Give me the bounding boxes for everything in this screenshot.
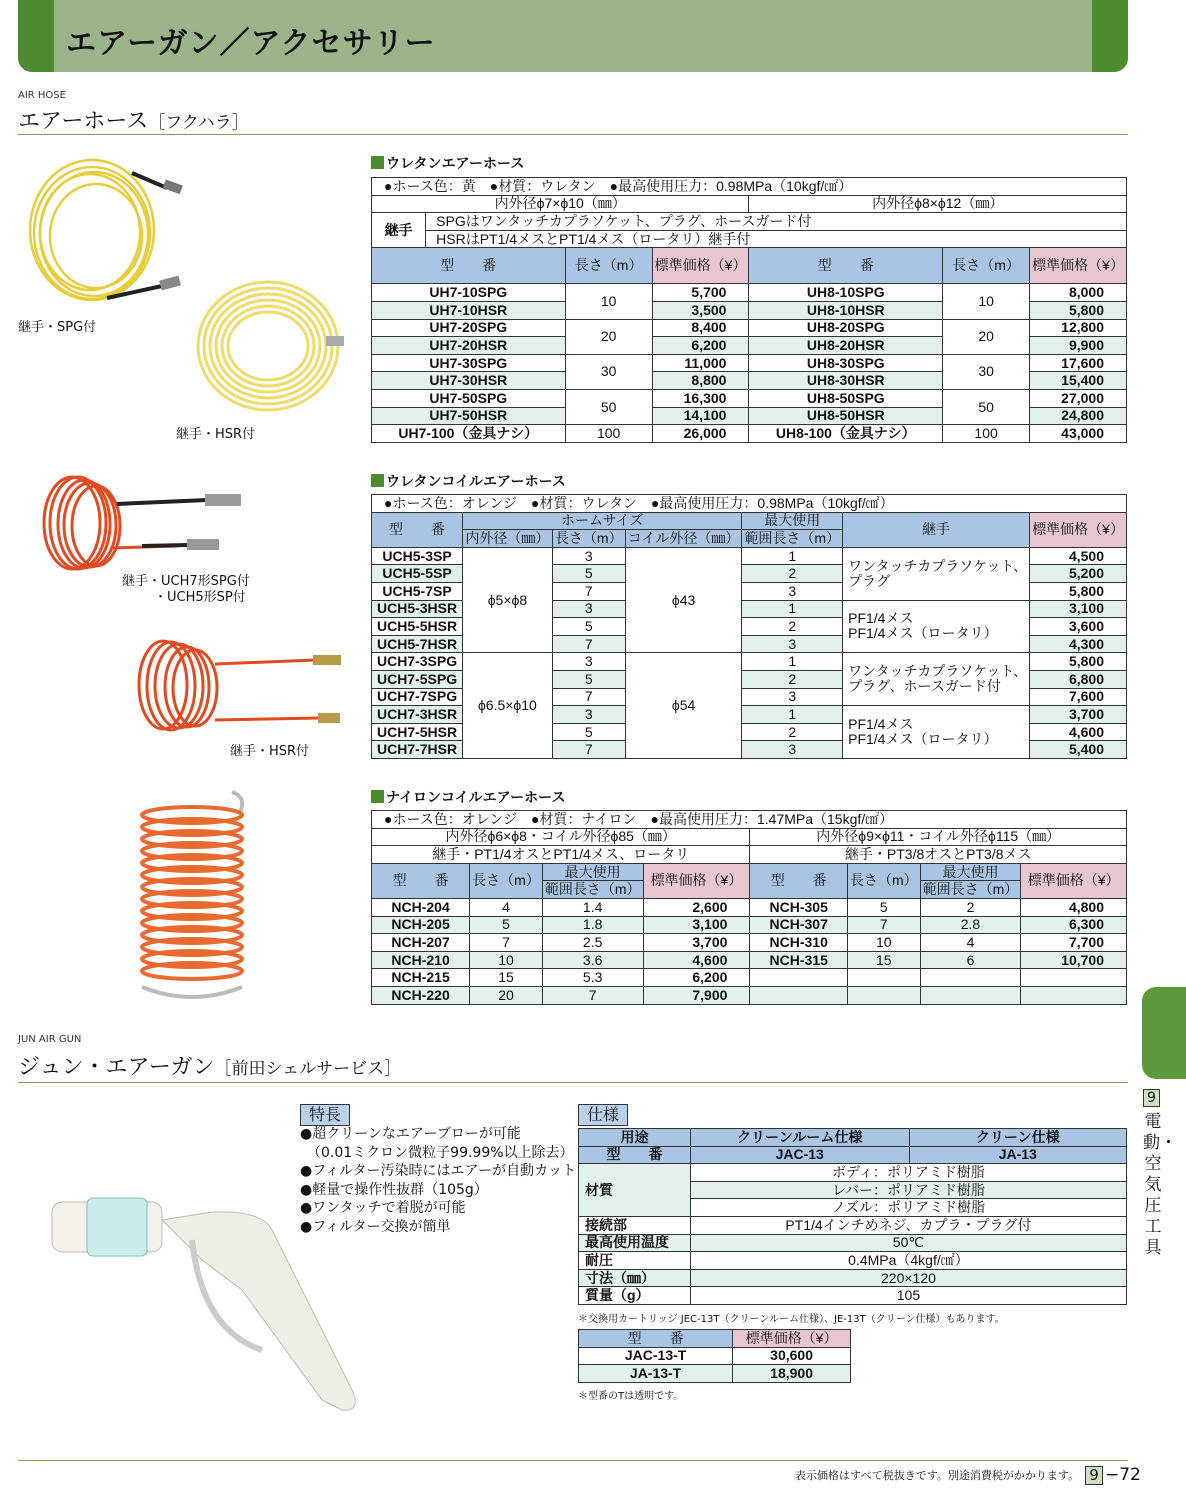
orange-coil-hose-uch-photo [22,468,252,580]
table-row: NCH-205 5 1.8 3,100 NCH-307 7 2.8 6,300 [372,916,1127,934]
table-row: NCH-204 4 1.4 2,600 NCH-305 5 2 4,800 [372,898,1127,916]
urethane-coil-table: ●ホース色：オレンジ ●材質：ウレタン ●最高使用圧力：0.98MPa（10kgf/㎠） 型 番 ホームサイズ 最大使用 継手 標準価格（¥） 内外径（㎜） 長さ（m） コイル外径（㎜） 範囲長さ（m） UCH5-3SP ϕ5×ϕ8 3 ϕ43 1 ワンタッチカプラソケット、 プラグ 4,500 UCH5-5SP 5 2 5,200 UCH5-7SP 7 3 5,800 UCH5-3HSR 3 1 PF1/4メス PF1/4メス（ロータリ） 3,100 UCH5-5HSR 5 2 3,600 UCH5-7HSR 7 3 4,300 UCH7-3SPG ϕ6.5×ϕ10 3 ϕ54 1 ワンタッチカプラソケット、 プラグ、ホースガード付 5,800 UCH7-5SPG 5 2 6,800 UCH7-7SPG 7 3 7,600 UCH7-3HSR 3 1 PF1/4メス PF1/4メス（ロータリ） 3,700 UCH7-5HSR 5 2 4,600 UCH7-7HSR 7 3 5,400 [371,494,1127,759]
table-row: UCH7-5SPG 5 2 6,800 [372,670,1127,688]
features-tag: 特長 [300,1104,350,1126]
cartridge-price-table: 型 番 標準価格（¥） JAC-13-T 30,600 JA-13-T 18,900 [578,1329,851,1383]
caption-uch-1: 継手・UCH7形SPG付 [122,574,250,589]
orange-coil-hose-hsr-photo [125,630,355,740]
yellow-hose-spg-photo [22,158,192,308]
footer-divider [18,1460,1128,1461]
table-row: UCH7-5HSR 5 2 4,600 [372,723,1127,741]
nylon-coil-hose-photo [132,787,262,1009]
divider [18,1082,1128,1083]
spec-note: ＊交換用カートリッジ JEC-13T（クリーンルーム仕様）、JE-13T（クリーン仕様）もあります。 [578,1314,1005,1325]
table-title-urethane-hose: ウレタンエアーホース [371,153,524,173]
table-row: UH7-10SPG 10 5,700 UH8-10SPG 10 8,000 [372,284,1127,302]
tax-note: 表示価格はすべて税抜きです。別途消費税がかかります。 [795,1469,1080,1482]
caption-uch-2: ・UCH5形SP付 [154,590,246,605]
side-chapter-title: 電動・空気圧工具 [1143,1112,1177,1258]
table-title-nylon-coil: ナイロンコイルエアーホース [371,787,565,807]
page-number: 9 −72 [1085,1465,1141,1485]
table-row: UCH5-3SP ϕ5×ϕ8 3 ϕ43 1 ワンタッチカプラソケット、 プラグ 4,500 [372,547,1127,565]
caption-spg: 継手・SPG付 [18,320,97,335]
urethane-hose-table: ●ホース色：黄 ●材質：ウレタン ●最高使用圧力：0.98MPa（10kgf/㎠） 内外径ϕ7×ϕ10（㎜） 内外径ϕ8×ϕ12（㎜） 継手 SPGはワンタッチカプラソケット、プラグ、ホースガード付 HSRはPT1/4メスとPT1/4メス（ロータリ）継手付 型 番 長さ（m） 標準価格（¥） 型 番 長さ（m） 標準価格（¥） UH7-10SPG 10 5,700 UH8-10SPG 10 8,000 UH7-10HSR 3,500 UH8-10HSR 5,800 UH7-20SPG 20 8,400 UH8-20SPG 20 12,800 UH7-20HSR 6,200 UH8-20HSR 9,900 UH7-30SPG 30 11,000 UH8-30SPG 30 17,600 UH7-30HSR 8,800 UH8-30HSR 15,400 UH7-50SPG 50 16,300 UH8-50SPG 50 27,000 UH7-50HSR 14,100 UH8-50HSR 24,800 UH7-100（金具ナシ） 100 26,000 UH8-100（金具ナシ） 100 43,000 [371,177,1127,443]
nylon-coil-table: ●ホース色：オレンジ ●材質：ナイロン ●最高使用圧力：1.47MPa（15kgf/㎠） 内外径ϕ6×ϕ8・コイル外径ϕ85（㎜） 内外径ϕ9×ϕ11・コイル外径ϕ115（㎜） 継手・PT1/4オスとPT1/4メス、ロータリ 継手・PT3/8オスとPT3/8メス 型 番 長さ（m） 最大使用 標準価格（¥） 型 番 長さ（m） 最大使用 標準価格（¥） 範囲長さ（m） 範囲長さ（m） NCH-204 4 1.4 2,600 NCH-305 5 2 4,800 NCH-205 5 1.8 3,100 NCH-307 7 2.8 6,300 NCH-207 7 2.5 3,700 NCH-310 10 4 7,700 NCH-210 10 3.6 4,600 NCH-315 15 6 10,700 NCH-215 15 5.3 6,200 NCH-220 20 7 7,900 [371,810,1127,1005]
side-chapter-number: 9 [1143,1089,1160,1107]
section-title-jun-air-gun: ジュン・エアーガン［前田シェルサービス］ [18,1055,402,1080]
table-row: UCH5-7HSR 7 3 4,300 [372,635,1127,653]
features-list: ●超クリーンなエアーブローが可能 （0.01ミクロン微粒子99.99%以上除去） ●フィルター汚染時にはエアーが自動カット ●軽量で操作性抜群（105g） ●ワンタッチで着脱が可能 ●フィルター交換が簡単 [300,1126,576,1235]
table-row: UCH5-7SP 7 3 5,800 [372,582,1127,600]
table-row: NCH-215 15 5.3 6,200 [372,969,1127,987]
table-row: UCH7-3SPG ϕ6.5×ϕ10 3 ϕ54 1 ワンタッチカプラソケット、 プラグ、ホースガード付 5,800 [372,653,1127,671]
maker-label: ［フクハラ］ [148,113,249,133]
table-row: UH7-50HSR 14,100 UH8-50HSR 24,800 [372,407,1127,425]
table-row: UCH7-7HSR 7 3 5,400 [372,741,1127,759]
table-row: UH7-100（金具ナシ） 100 26,000 UH8-100（金具ナシ） 100 43,000 [372,425,1127,443]
page-header [18,0,1128,72]
air-gun-spec-table: 用途 クリーンルーム仕様 クリーン仕様 型 番 JAC-13 JA-13 材質 ボディ：ポリアミド樹脂 レバー：ポリアミド樹脂 ノズル：ポリアミド樹脂 接続部 PT1/4インチめネジ、カプラ・プラグ付 最高使用温度 50℃ 耐圧 0.4MPa（4kgf/㎠） 寸法（㎜） 220×120 質量（g） 105 [578,1128,1127,1305]
table-row: UCH5-3HSR 3 1 PF1/4メス PF1/4メス（ロータリ） 3,100 [372,600,1127,618]
side-tab [1142,987,1186,1079]
table-row: UH7-20HSR 6,200 UH8-20HSR 9,900 [372,337,1127,355]
maker-label: ［前田シェルサービス］ [214,1059,402,1079]
table-row: NCH-207 7 2.5 3,700 NCH-310 10 4 7,700 [372,934,1127,952]
section-en-jun-air-gun: JUN AIR GUN [18,1034,82,1045]
table-row: UCH7-7SPG 7 3 7,600 [372,688,1127,706]
divider [18,134,1128,135]
page-title: エアーガン／アクセサリー [66,26,436,61]
table-row: UH7-20SPG 20 8,400 UH8-20SPG 20 12,800 [372,319,1127,337]
table-row: UH7-50SPG 50 16,300 UH8-50SPG 50 27,000 [372,389,1127,407]
table-row: UCH5-5HSR 5 2 3,600 [372,618,1127,636]
section-title-air-hose: エアーホース［フクハラ］ [18,109,249,134]
table-row: UH7-10HSR 3,500 UH8-10HSR 5,800 [372,301,1127,319]
caption-hsr-2: 継手・HSR付 [230,744,310,759]
spec-line: ●ホース色：黄 ●材質：ウレタン ●最高使用圧力：0.98MPa（10kgf/㎠） [372,178,1127,196]
section-en-air-hose: AIR HOSE [18,90,66,101]
table-title-urethane-coil: ウレタンコイルエアーホース [371,471,566,491]
table-row: NCH-210 10 3.6 4,600 NCH-315 15 6 10,700 [372,951,1127,969]
caption-hsr-1: 継手・HSR付 [176,427,256,442]
yellow-hose-hsr-photo [188,268,358,418]
spec-tag: 仕様 [578,1104,628,1126]
cartridge-note: ＊型番のTは透明です。 [578,1391,684,1402]
table-row: UH7-30SPG 30 11,000 UH8-30SPG 30 17,600 [372,354,1127,372]
table-row: UCH5-5SP 5 2 5,200 [372,565,1127,583]
table-row: UH7-30HSR 8,800 UH8-30HSR 15,400 [372,372,1127,390]
table-row: UCH7-3HSR 3 1 PF1/4メス PF1/4メス（ロータリ） 3,700 [372,706,1127,724]
table-row: NCH-220 20 7 7,900 [372,986,1127,1004]
